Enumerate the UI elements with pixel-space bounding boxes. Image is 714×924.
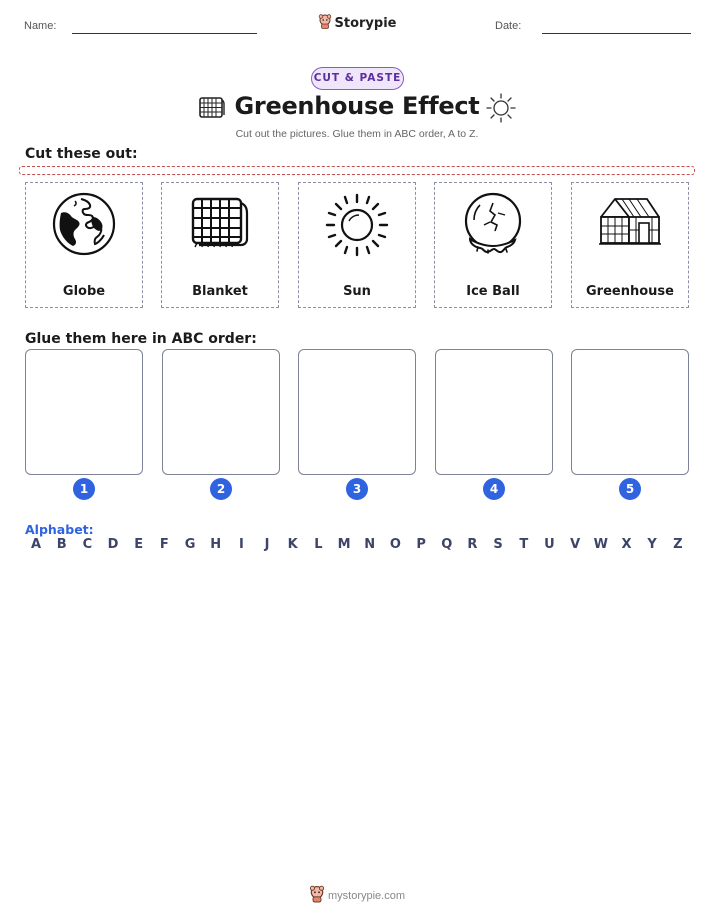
alphabet-label: Alphabet: — [25, 522, 94, 537]
alphabet-letter: T — [519, 537, 529, 552]
alphabet-letter: K — [287, 537, 298, 552]
glue-box-3[interactable] — [298, 349, 416, 475]
sun-icon — [323, 191, 391, 264]
alphabet-letter: U — [544, 537, 555, 552]
alphabet-letter: G — [184, 537, 196, 552]
alphabet-letter: Y — [647, 537, 657, 552]
alphabet-letter: P — [416, 537, 426, 552]
page-title: Greenhouse Effect — [234, 92, 480, 120]
alphabet-letter: W — [593, 537, 608, 552]
card-blanket[interactable] — [161, 182, 279, 308]
date-label: Date: — [495, 20, 522, 32]
mascot-icon — [318, 14, 332, 33]
alphabet-letter: L — [314, 537, 323, 552]
number-badge: 1 — [73, 478, 95, 500]
alphabet-letter: E — [134, 537, 144, 552]
mascot-icon — [309, 885, 325, 906]
alphabet-letter: X — [621, 537, 632, 552]
alphabet-letter: M — [337, 537, 351, 552]
brand-name: Storypie — [334, 16, 397, 31]
glue-box-2[interactable] — [162, 349, 280, 475]
card-ice-ball[interactable] — [434, 182, 552, 308]
card-label: Blanket — [192, 284, 248, 299]
card-label: Sun — [343, 284, 371, 299]
cut-line — [19, 166, 695, 175]
number-badge: 3 — [346, 478, 368, 500]
cut-paste-badge: CUT & PASTE — [311, 67, 404, 90]
footer — [0, 885, 714, 906]
glue-box-4[interactable] — [435, 349, 553, 475]
alphabet-letter: H — [210, 537, 222, 552]
card-globe[interactable] — [25, 182, 143, 308]
alphabet-letter: B — [56, 537, 67, 552]
card-label: Ice Ball — [466, 284, 520, 299]
alphabet-letter: V — [570, 537, 581, 552]
alphabet-letter: C — [82, 537, 93, 552]
alphabet-letter: D — [107, 537, 119, 552]
alphabet-letter: F — [159, 537, 169, 552]
greenhouse-icon — [597, 191, 663, 258]
instructions: Cut out the pictures. Glue them in ABC order, A to Z. — [235, 128, 479, 140]
card-label: Greenhouse — [586, 284, 674, 299]
blanket-icon — [187, 191, 253, 262]
alphabet-letter: R — [467, 537, 478, 552]
number-badge: 4 — [483, 478, 505, 500]
alphabet-letter: Q — [441, 537, 453, 552]
glue-box-1[interactable] — [25, 349, 143, 475]
card-greenhouse[interactable] — [571, 182, 689, 308]
alphabet-letter: N — [364, 537, 376, 552]
card-sun[interactable] — [298, 182, 416, 308]
alphabet-letter: I — [238, 537, 244, 552]
alphabet-letter: S — [493, 537, 503, 552]
cut-section-label: Cut these out: — [25, 146, 138, 162]
glue-box-5[interactable] — [571, 349, 689, 475]
glue-section-label: Glue them here in ABC order: — [25, 331, 257, 347]
date-line[interactable] — [542, 33, 691, 34]
alphabet-letter: Z — [673, 537, 683, 552]
number-badge: 2 — [210, 478, 232, 500]
ice-ball-icon — [460, 191, 526, 264]
globe-icon — [51, 191, 117, 262]
name-label: Name: — [24, 20, 57, 32]
alphabet-row — [25, 537, 689, 552]
brand-logo — [0, 14, 714, 33]
number-badge: 5 — [619, 478, 641, 500]
footer-site: mystorypie.com — [327, 890, 406, 902]
alphabet-letter: O — [389, 537, 401, 552]
alphabet-letter: A — [30, 537, 42, 552]
name-line[interactable] — [72, 33, 257, 34]
card-label: Globe — [62, 284, 106, 299]
sun-icon — [485, 92, 517, 129]
alphabet-letter: J — [264, 537, 270, 552]
